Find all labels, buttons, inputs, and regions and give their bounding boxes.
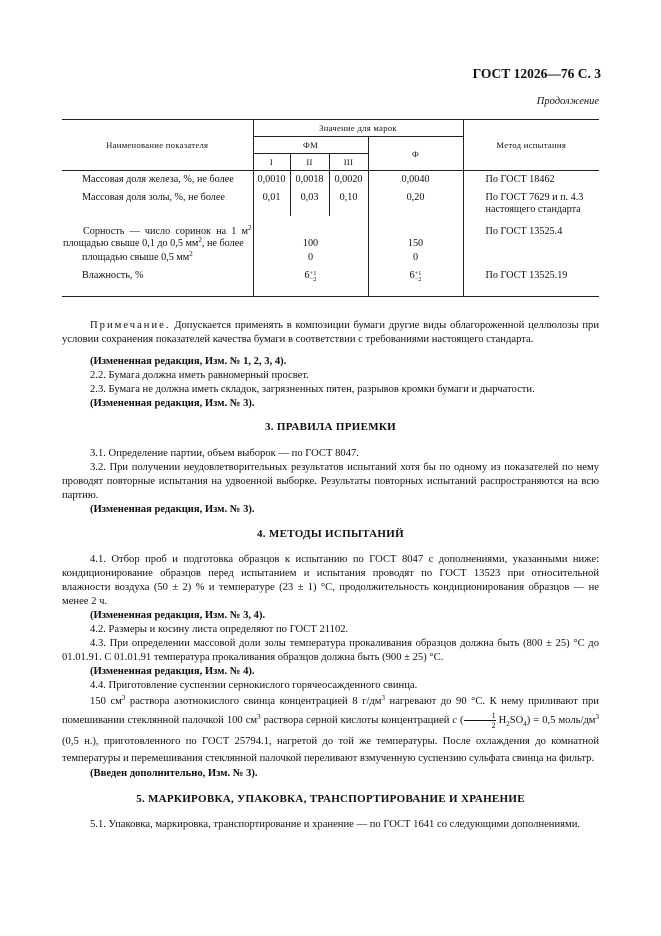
lead-sulfate-paragraph: 150 $см^3$ раствора азотнокислого свинца концентрацией 8 $г/дм^3$ нагревают до 90 °С. К нему приливают при помешивании стеклянной палочкой 100 $см^3$ раствора серной кислоты концентрацией с ( $\frac{1}{2}$ $H_2SO_4) = 0,5$ моль/$дм^3$ (0,5 н.), приготовленного по ГОСТ 25794.1, нагретой до той же температуры. После охлаждения до комнатной температуры и перемешивания стеклянной палочкой переливают взмученную суспензию сульфата свинца на фильтр. bbox=[62, 694, 599, 765]
col-fm-header: ФМ bbox=[253, 137, 368, 154]
col-iii-header: III bbox=[329, 154, 368, 171]
table-row: Сорность — число соринок на 1 $м^2$ площадью свыше 0,1 до 0,5 $мм^2$, не более 100 150 По ГОСТ 13525.4 bbox=[62, 216, 599, 250]
col-name-header: Наименование показателя bbox=[62, 120, 253, 171]
note-block bbox=[62, 319, 599, 347]
table-row: площадью свыше 0,5 $мм^2$ 0 0 bbox=[62, 250, 599, 264]
table-row: Массовая доля железа, %, не более 0,0010 0,0018 0,0020 0,0040 По ГОСТ 18462 bbox=[62, 171, 599, 187]
table-note: Примечание. Допускается применять в композиции бумаги другие виды облагороженной целлюлозы при условии сохранения показателей качества бумаги в соответствии с требованиями настоящего стандарта. bbox=[62, 320, 599, 345]
section-3: 3. ПРАВИЛА ПРИЕМКИ 3.1. Определение партии, объем выборок — по ГОСТ 8047. 3.2. При получении неудовлетворительных результатов испытаний хотя бы по одному из показателей по нему проводят повторные испытания на удвоенной выборке. Результаты повторных испытаний распространяются на всю партию. (Измененная редакция, Изм. № 3). bbox=[62, 421, 599, 515]
col-values-header: Значение для марок bbox=[253, 120, 463, 137]
specs-table bbox=[62, 119, 599, 297]
section-4-title: 4. МЕТОДЫ ИСПЫТАНИЙ bbox=[257, 528, 404, 540]
table-row: Влажность, % 6+1 −2 6+1 −2 По ГОСТ 13525.19 bbox=[62, 264, 599, 297]
col-method-header: Метод испытания bbox=[463, 120, 599, 171]
table-row: Массовая доля золы, %, не более 0,01 0,03 0,10 0,20 По ГОСТ 7629 и п. 4.3 настоящего стандарта bbox=[62, 186, 599, 216]
page-header: ГОСТ 12026—76 С. 3 bbox=[472, 66, 601, 81]
section-3-title: 3. ПРАВИЛА ПРИЕМКИ bbox=[264, 421, 397, 433]
col-f-header: Ф bbox=[368, 137, 463, 171]
section-5-title: 5. МАРКИРОВКА, УПАКОВКА, ТРАНСПОРТИРОВАНИЕ И ХРАНЕНИЕ bbox=[136, 793, 525, 805]
section-5: 5. МАРКИРОВКА, УПАКОВКА, ТРАНСПОРТИРОВАНИЕ И ХРАНЕНИЕ 5.1. Упаковка, маркировка, транспортирование и хранение — по ГОСТ 1641 со следующими дополнениями. bbox=[62, 792, 599, 832]
col-ii-header: II bbox=[290, 154, 329, 171]
section-4: 4. МЕТОДЫ ИСПЫТАНИЙ 4.1. Отбор проб и подготовка образцов к испытанию по ГОСТ 8047 с дополнениями, указанными ниже: кондиционирование образцов перед испытанием и испытания проводят по ГОСТ 13523 при относительной влажности воздуха (50 ± 2) % и температуре (23 ± 1) °С, продолжительность кондиционирования образцов — не менее 2 ч. (Измененная редакция, Изм. № 3, 4). 4.2. Размеры и косину листа определяют по ГОСТ 21102. 4.3. При определении массовой доли золы температура прокаливания образцов должна быть (800 ± 25) °С до 01.01.91. С 01.01.91 температура прокаливания образцов должна быть (900 ± 25) °С. (Измененная редакция, Изм. № 4). 4.4. Приготовление суспензии сернокислого горячеосажденного свинца. 150 $см^3$ раствора азотнокислого свинца концентрацией 8 $г/дм^3$ нагревают до 90 °С. К нему приливают при помешивании стеклянной палочкой 100 $см^3$ раствора серной кислоты концентрацией с ( $\frac{1}{2}$ $H_2SO_4) = 0,5$ моль/$дм^3$ (0,5 н.), приготовленного по ГОСТ 25794.1, нагретой до той же температуры. После охлаждения до комнатной температуры и перемешивания стеклянной палочкой переливают взмученную суспензию сульфата свинца на фильтр. (Введен дополнительно, Изм. № 3). bbox=[62, 528, 599, 780]
col-i-header: I bbox=[253, 154, 290, 171]
section-2-end: (Измененная редакция, Изм. № 1, 2, 3, 4). 2.2. Бумага должна иметь равномерный просвет. 2.3. Бумага не должна иметь складок, загрязненных пятен, разрывов кромки бумаги и дырчатости. (Измененная редакция, Изм. № 3). bbox=[90, 356, 535, 409]
continued-label: Продолжение bbox=[536, 96, 599, 107]
